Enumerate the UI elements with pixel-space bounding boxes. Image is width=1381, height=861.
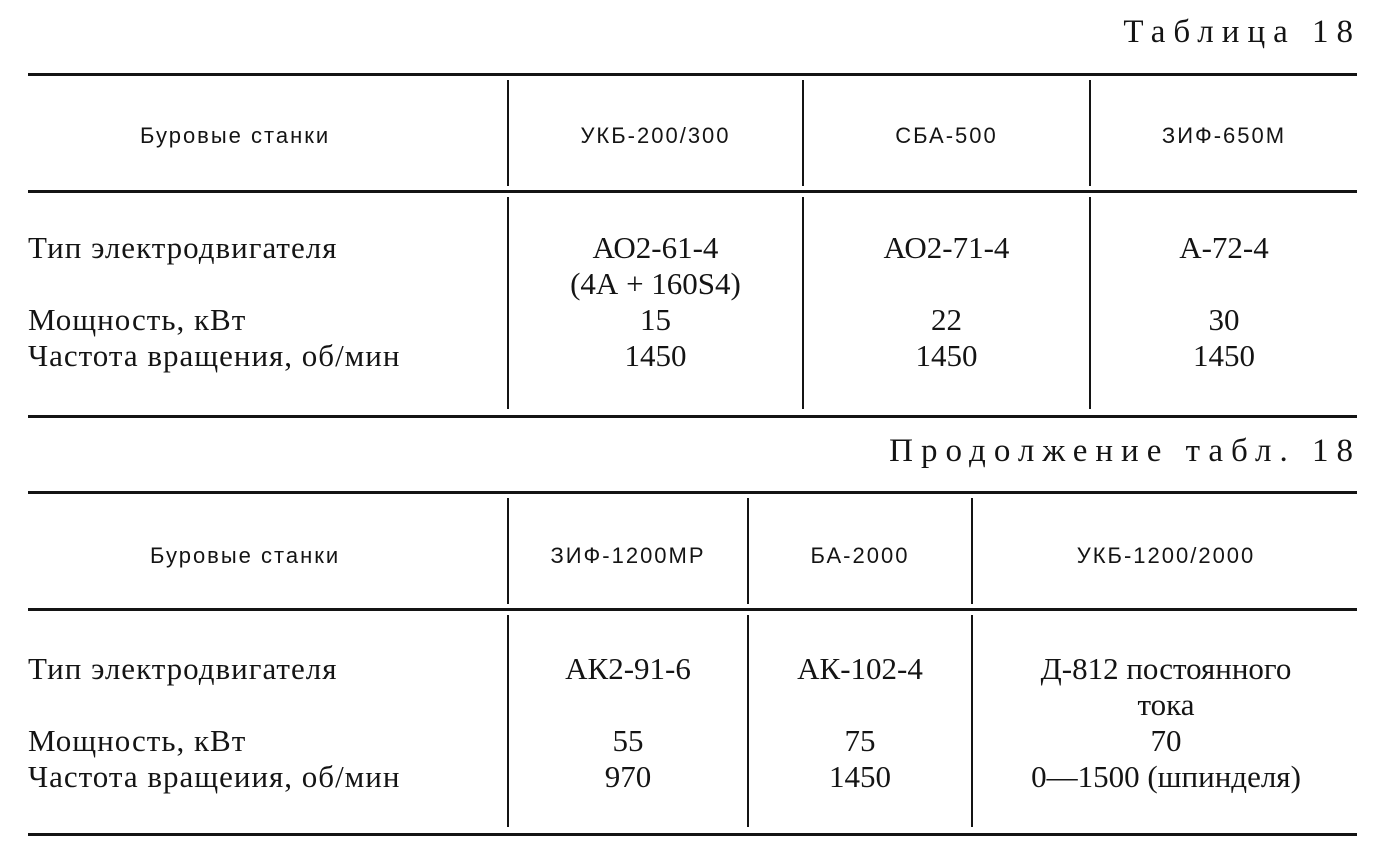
table-bottom-rule bbox=[28, 833, 1357, 836]
cell-speed: 1450 bbox=[915, 338, 978, 373]
cell-motor-type: АО2-71-4 bbox=[883, 230, 1010, 265]
header-column: ЗИФ-1200МР bbox=[550, 543, 706, 568]
cell-motor-type: АО2-61-4 bbox=[592, 230, 719, 265]
cell-power: 55 bbox=[612, 723, 644, 758]
cell-motor-type: АК-102-4 bbox=[797, 651, 923, 686]
row-label-motor-type: Тип электродвигателя bbox=[28, 230, 338, 265]
table-bottom-rule bbox=[28, 415, 1357, 418]
cell-power: 15 bbox=[640, 302, 671, 337]
header-column: ЗИФ-650М bbox=[1161, 123, 1287, 148]
cell-motor-type-note: тока bbox=[1137, 687, 1195, 722]
header-column: СБА-500 bbox=[895, 123, 998, 148]
header-row-label: Буровые станки bbox=[140, 123, 331, 148]
table-caption: Таблица 18 bbox=[1123, 14, 1361, 50]
cell-speed: 1450 bbox=[1193, 338, 1255, 373]
cell-power: 70 bbox=[1150, 723, 1182, 758]
cell-motor-type-note: (4А + 160S4) bbox=[570, 266, 741, 301]
cell-power: 30 bbox=[1208, 302, 1240, 337]
cell-power: 22 bbox=[931, 302, 962, 337]
header-column: УКБ-1200/2000 bbox=[1076, 543, 1256, 568]
cell-motor-type: Д-812 постоянного bbox=[1040, 651, 1292, 686]
cell-power: 75 bbox=[844, 723, 876, 758]
cell-speed: 970 bbox=[604, 759, 652, 794]
column-divider bbox=[747, 615, 749, 827]
header-bottom-rule bbox=[28, 190, 1357, 193]
row-label-power: Мощность, кВт bbox=[28, 723, 247, 758]
row-label-speed: Частота вращеиия, об/мин bbox=[28, 759, 401, 794]
header-column: БА-2000 bbox=[810, 543, 910, 568]
row-label-speed: Частота вращения, об/мин bbox=[28, 338, 401, 373]
header-column: УКБ-200/300 bbox=[580, 123, 731, 148]
header-row-label: Буровые станки bbox=[150, 543, 341, 568]
header-bottom-rule bbox=[28, 608, 1357, 611]
cell-speed: 1450 bbox=[829, 759, 891, 794]
cell-speed: 1450 bbox=[624, 338, 687, 373]
table-top-rule bbox=[28, 73, 1357, 76]
cell-motor-type: А-72-4 bbox=[1179, 230, 1269, 265]
row-label-motor-type: Тип электродвигателя bbox=[28, 651, 338, 686]
column-divider bbox=[507, 615, 509, 827]
table-top-rule bbox=[28, 491, 1357, 494]
table-caption: Продолжение табл. 18 bbox=[889, 433, 1361, 469]
cell-motor-type: АК2-91-6 bbox=[565, 651, 691, 686]
row-label-power: Мощность, кВт bbox=[28, 302, 247, 337]
cell-speed: 0—1500 (шпинделя) bbox=[1031, 759, 1301, 794]
